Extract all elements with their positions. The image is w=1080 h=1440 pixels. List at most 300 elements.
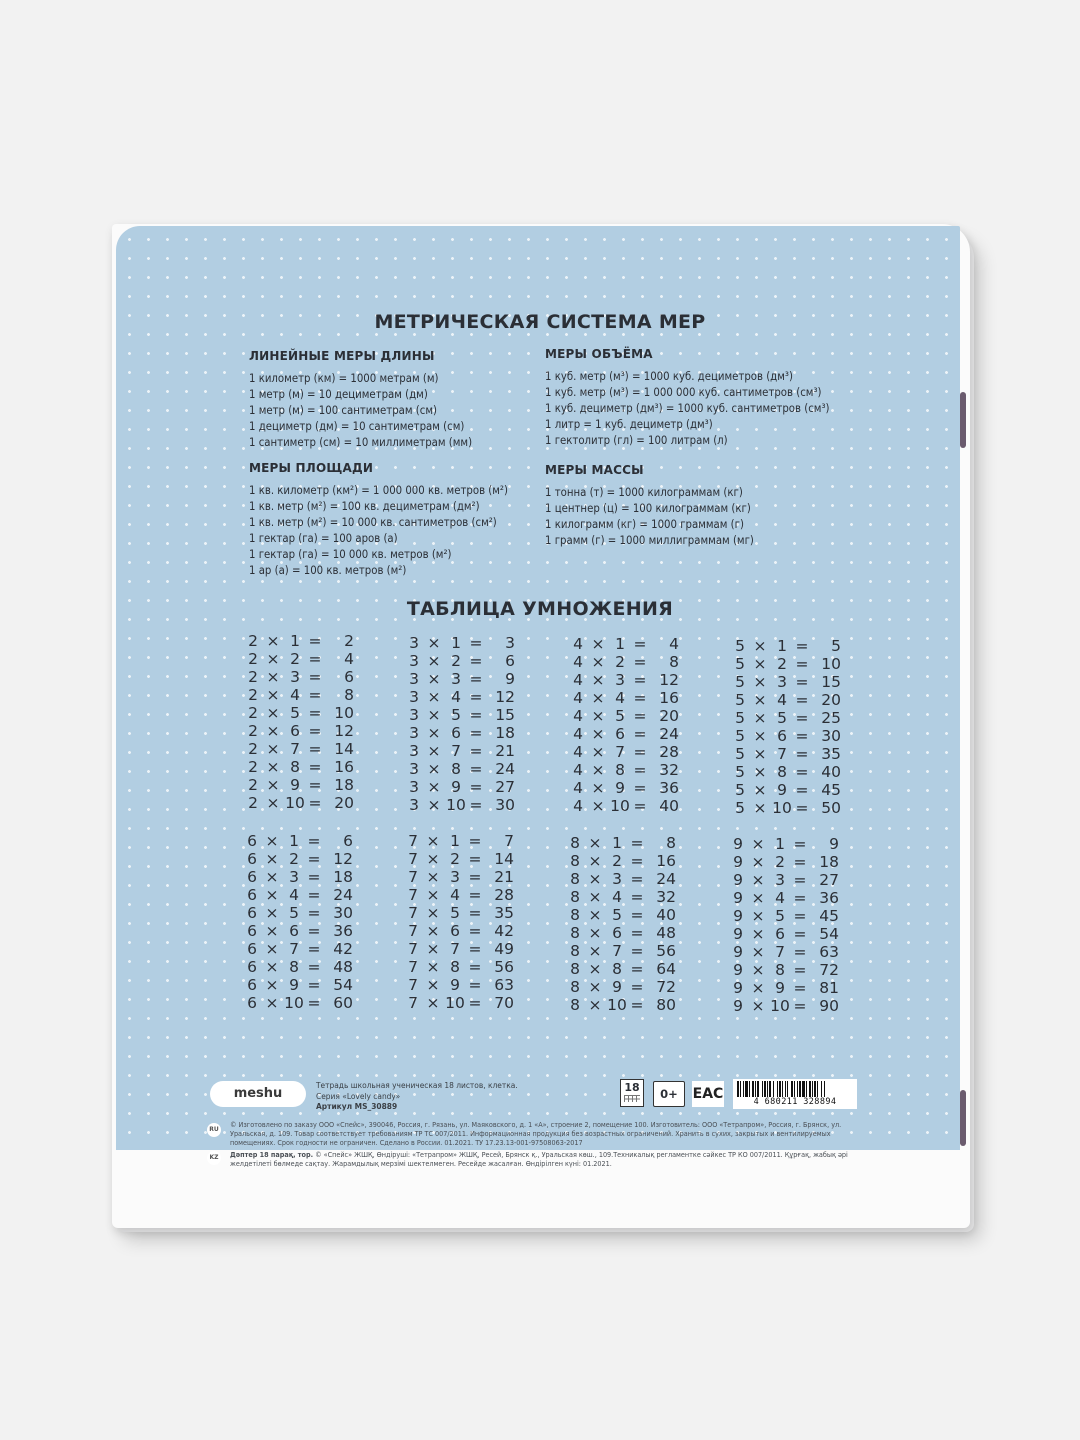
volume-measures-heading: МЕРЫ ОБЪЁМА [545,347,653,361]
times-table-8 [568,834,698,1014]
equals-sign: = [308,704,322,722]
product: 45 [819,907,839,925]
product: 12 [333,850,353,868]
multiplication-row [245,868,375,886]
multiplication-row [733,673,863,691]
multiplicand: 4 [573,761,583,779]
multiplication-row [245,940,375,958]
times-sign: × [426,922,440,940]
multiplication-row [568,906,698,924]
equals-sign: = [308,740,322,758]
equals-sign: = [630,888,644,906]
equals-sign: = [795,655,809,673]
linear-measures-block [249,349,472,451]
times-sign: × [751,907,765,925]
product: 48 [656,924,676,942]
equals-sign: = [633,635,647,653]
times-sign: × [266,758,280,776]
multiplier: 1 [290,632,300,650]
product: 12 [659,671,679,689]
multiplication-row [246,794,376,812]
times-sign: × [753,799,767,817]
equals-sign: = [795,691,809,709]
equals-sign: = [308,632,322,650]
multiplicand: 9 [733,997,743,1015]
multiplicand: 4 [573,797,583,815]
area-line: 1 кв. километр (км²) = 1 000 000 кв. метров (м²) [249,484,508,497]
multiplicand: 9 [733,961,743,979]
multiplier: 10 [772,799,792,817]
mass-line: 1 грамм (г) = 1000 миллиграммам (мг) [545,534,754,547]
multiplicand: 4 [573,635,583,653]
multiplier: 4 [777,691,787,709]
area-line: 1 гектар (га) = 10 000 кв. метров (м²) [249,548,452,561]
multiplication-row [571,725,701,743]
multiplier: 6 [451,724,461,742]
multiplier: 7 [450,940,460,958]
equals-sign: = [795,781,809,799]
equals-sign: = [633,689,647,707]
times-table-7 [406,832,536,1012]
multiplicand: 5 [735,709,745,727]
multiplier: 9 [775,979,785,997]
product: 24 [656,870,676,888]
multiplicand: 8 [570,870,580,888]
multiplier: 3 [451,670,461,688]
times-sign: × [426,994,440,1012]
multiplicand: 7 [408,976,418,994]
mass-line: 1 килограмм (кг) = 1000 граммам (г) [545,518,744,531]
equals-sign: = [793,889,807,907]
volume-line: 1 гектолитр (гл) = 100 литрам (л) [545,434,728,447]
times-sign: × [588,834,602,852]
product: 9 [829,835,839,853]
multiplication-row [407,796,537,814]
times-sign: × [588,906,602,924]
product: 32 [659,761,679,779]
multiplication-row [733,655,863,673]
multiplication-row [245,922,375,940]
times-sign: × [426,886,440,904]
multiplicand: 8 [570,924,580,942]
linear-line: 1 дециметр (дм) = 10 сантиметрам (см) [249,420,465,433]
product: 27 [819,871,839,889]
equals-sign: = [469,688,483,706]
product: 20 [334,794,354,812]
linear-line: 1 метр (м) = 10 дециметрам (дм) [249,388,428,401]
multiplicand: 7 [408,922,418,940]
times-sign: × [427,760,441,778]
multiplier: 9 [451,778,461,796]
barcode-number: 4 680211 328894 [753,1097,837,1107]
times-sign: × [751,943,765,961]
times-sign: × [753,781,767,799]
barcode-bars-icon [737,1081,853,1097]
multiplication-row [245,832,375,850]
multiplicand: 3 [409,778,419,796]
product: 40 [821,763,841,781]
product: 10 [334,704,354,722]
multiplier: 3 [615,671,625,689]
multiplicand: 3 [409,634,419,652]
equals-sign: = [633,725,647,743]
equals-sign: = [630,852,644,870]
multiplication-row [571,761,701,779]
multiplication-row [731,925,861,943]
brand-logo: meshu [210,1081,306,1107]
multiplicand: 8 [570,978,580,996]
multiplier: 1 [615,635,625,653]
times-sign: × [427,688,441,706]
product: 10 [821,655,841,673]
multiplicand: 2 [248,776,258,794]
equals-sign: = [630,924,644,942]
multiplicand: 2 [248,704,258,722]
multiplication-row [406,922,536,940]
equals-sign: = [469,760,483,778]
multiplication-row [733,799,863,817]
product-article: Артикул MS_30889 [316,1101,398,1111]
equals-sign: = [469,796,483,814]
product: 63 [819,943,839,961]
multiplication-row [407,634,537,652]
multiplier: 8 [777,763,787,781]
equals-sign: = [633,671,647,689]
equals-sign: = [793,943,807,961]
multiplicand: 5 [735,637,745,655]
product: 18 [333,868,353,886]
multiplier: 7 [289,940,299,958]
product: 30 [333,904,353,922]
times-sign: × [588,942,602,960]
multiplicand: 5 [735,799,745,817]
product: 54 [819,925,839,943]
multiplication-row [731,979,861,997]
multiplication-row [731,853,861,871]
multiplication-row [571,671,701,689]
multiplier: 10 [610,797,630,815]
times-sign: × [751,997,765,1015]
times-sign: × [591,671,605,689]
multiplier: 2 [777,655,787,673]
times-sign: × [588,978,602,996]
product: 6 [344,668,354,686]
product: 54 [333,976,353,994]
times-sign: × [427,706,441,724]
multiplier: 5 [775,907,785,925]
equals-sign: = [630,978,644,996]
times-sign: × [753,673,767,691]
equals-sign: = [469,634,483,652]
grid-icon [624,1095,640,1102]
multiplicand: 4 [573,779,583,797]
product: 35 [494,904,514,922]
multiplication-row [733,781,863,799]
multiplier: 5 [451,706,461,724]
multiplication-row [407,778,537,796]
multiplicand: 6 [247,940,257,958]
multiplier: 5 [290,704,300,722]
times-sign: × [426,958,440,976]
multiplier: 4 [289,886,299,904]
times-sign: × [591,779,605,797]
equals-sign: = [793,853,807,871]
multiplier: 3 [775,871,785,889]
times-table-4 [571,635,701,815]
times-sign: × [753,691,767,709]
multiplicand: 3 [409,724,419,742]
multiplication-row [406,850,536,868]
multiplicand: 4 [573,707,583,725]
multiplication-row [407,670,537,688]
equals-sign: = [630,834,644,852]
multiplicand: 2 [248,686,258,704]
multiplier: 4 [612,888,622,906]
product: 70 [494,994,514,1012]
times-sign: × [427,652,441,670]
sheets-count: 18 [624,1081,640,1094]
product: 72 [819,961,839,979]
multiplier: 7 [775,943,785,961]
product: 8 [344,686,354,704]
multiplicand: 8 [570,996,580,1014]
product: 48 [333,958,353,976]
equals-sign: = [307,868,321,886]
equals-sign: = [307,958,321,976]
product: 32 [656,888,676,906]
equals-sign: = [633,653,647,671]
multiplier: 8 [615,761,625,779]
multiplicand: 2 [248,668,258,686]
multiplicand: 3 [409,796,419,814]
multiplier: 5 [612,906,622,924]
multiplication-row [733,691,863,709]
times-sign: × [265,958,279,976]
equals-sign: = [633,761,647,779]
multiplicand: 5 [735,745,745,763]
equals-sign: = [795,799,809,817]
multiplication-row [245,886,375,904]
multiplication-row [731,943,861,961]
equals-sign: = [307,922,321,940]
product: 9 [505,670,515,688]
times-sign: × [588,870,602,888]
equals-sign: = [633,779,647,797]
times-table-3 [407,634,537,814]
product: 56 [656,942,676,960]
equals-sign: = [308,758,322,776]
multiplication-row [406,976,536,994]
multiplier: 8 [612,960,622,978]
times-sign: × [427,778,441,796]
equals-sign: = [795,745,809,763]
equals-sign: = [793,997,807,1015]
product: 42 [333,940,353,958]
linear-measures-heading: ЛИНЕЙНЫЕ МЕРЫ ДЛИНЫ [249,349,435,363]
multiplicand: 4 [573,725,583,743]
equals-sign: = [793,979,807,997]
multiplier: 9 [612,978,622,996]
multiplier: 1 [775,835,785,853]
product: 28 [659,743,679,761]
multiplication-row [246,686,376,704]
equals-sign: = [633,743,647,761]
multiplication-row [731,835,861,853]
equals-sign: = [630,870,644,888]
product: 18 [819,853,839,871]
multiplier: 2 [450,850,460,868]
multiplication-row [407,688,537,706]
product: 16 [656,852,676,870]
multiplicand: 2 [248,740,258,758]
product: 42 [494,922,514,940]
times-sign: × [266,776,280,794]
multiplication-row [406,940,536,958]
equals-sign: = [307,904,321,922]
staple-bottom [960,1090,966,1146]
multiplicand: 6 [247,922,257,940]
multiplier: 5 [777,709,787,727]
times-sign: × [265,850,279,868]
multiplicand: 9 [733,979,743,997]
multiplier: 10 [445,994,465,1012]
multiplication-row [733,727,863,745]
multiplier: 2 [612,852,622,870]
multiplier: 1 [777,637,787,655]
equals-sign: = [307,832,321,850]
area-measures-heading: МЕРЫ ПЛОЩАДИ [249,461,374,475]
multiplicand: 2 [248,632,258,650]
multiplicand: 5 [735,781,745,799]
times-sign: × [753,763,767,781]
multiplication-row [407,652,537,670]
equals-sign: = [469,706,483,724]
equals-sign: = [469,670,483,688]
equals-sign: = [468,994,482,1012]
product: 28 [494,886,514,904]
multiplication-row [568,996,698,1014]
multiplication-row [568,960,698,978]
equals-sign: = [630,996,644,1014]
multiplier: 9 [289,976,299,994]
multiplicand: 7 [408,868,418,886]
equals-sign: = [793,835,807,853]
times-sign: × [426,832,440,850]
equals-sign: = [307,886,321,904]
times-sign: × [265,868,279,886]
times-sign: × [426,940,440,958]
multiplier: 8 [289,958,299,976]
multiplier: 2 [615,653,625,671]
product: 2 [344,632,354,650]
times-sign: × [751,961,765,979]
times-sign: × [591,761,605,779]
volume-line: 1 куб. метр (м³) = 1000 куб. дециметров (дм³) [545,370,793,383]
multiplication-row [571,635,701,653]
multiplicand: 2 [248,650,258,668]
multiplication-row [246,722,376,740]
equals-sign: = [795,763,809,781]
multiplier: 4 [775,889,785,907]
product: 8 [669,653,679,671]
multiplicand: 8 [570,852,580,870]
multiplicand: 3 [409,688,419,706]
metric-system-title: МЕТРИЧЕСКАЯ СИСТЕМА МЕР [374,311,706,333]
times-sign: × [591,707,605,725]
times-sign: × [427,670,441,688]
times-sign: × [591,635,605,653]
multiplication-row [406,994,536,1012]
multiplication-row [571,743,701,761]
product: 3 [505,634,515,652]
multiplier: 10 [285,794,305,812]
multiplicand: 3 [409,670,419,688]
equals-sign: = [795,637,809,655]
multiplicand: 7 [408,886,418,904]
multiplier: 10 [284,994,304,1012]
multiplier: 1 [289,832,299,850]
multiplier: 8 [775,961,785,979]
product: 81 [819,979,839,997]
product: 45 [821,781,841,799]
times-sign: × [751,979,765,997]
multiplication-row [568,834,698,852]
equals-sign: = [307,940,321,958]
multiplication-row [407,724,537,742]
times-sign: × [753,637,767,655]
multiplier: 2 [290,650,300,668]
age-rating-badge: 0+ [653,1081,685,1107]
multiplicand: 9 [733,889,743,907]
times-sign: × [266,740,280,758]
multiplicand: 3 [409,742,419,760]
multiplication-row [407,706,537,724]
multiplicand: 9 [733,907,743,925]
multiplicand: 2 [248,758,258,776]
multiplier: 7 [612,942,622,960]
multiplicand: 7 [408,832,418,850]
multiplicand: 8 [570,906,580,924]
multiplication-row [731,961,861,979]
equals-sign: = [795,673,809,691]
multiplicand: 6 [247,958,257,976]
equals-sign: = [468,832,482,850]
times-table-9 [731,835,861,1015]
multiplication-row [246,632,376,650]
product: 63 [494,976,514,994]
equals-sign: = [468,958,482,976]
multiplier: 8 [451,760,461,778]
times-sign: × [751,835,765,853]
multiplication-row [731,997,861,1015]
multiplication-row [406,904,536,922]
times-sign: × [426,904,440,922]
multiplier: 6 [289,922,299,940]
times-sign: × [591,689,605,707]
multiplier: 6 [615,725,625,743]
times-sign: × [265,994,279,1012]
times-sign: × [591,653,605,671]
multiplication-row [733,763,863,781]
area-line: 1 гектар (га) = 100 аров (а) [249,532,398,545]
times-sign: × [266,704,280,722]
multiplication-row [407,742,537,760]
multiplication-row [407,760,537,778]
multiplier: 8 [290,758,300,776]
product: 16 [334,758,354,776]
times-sign: × [265,832,279,850]
multiplication-row [406,886,536,904]
